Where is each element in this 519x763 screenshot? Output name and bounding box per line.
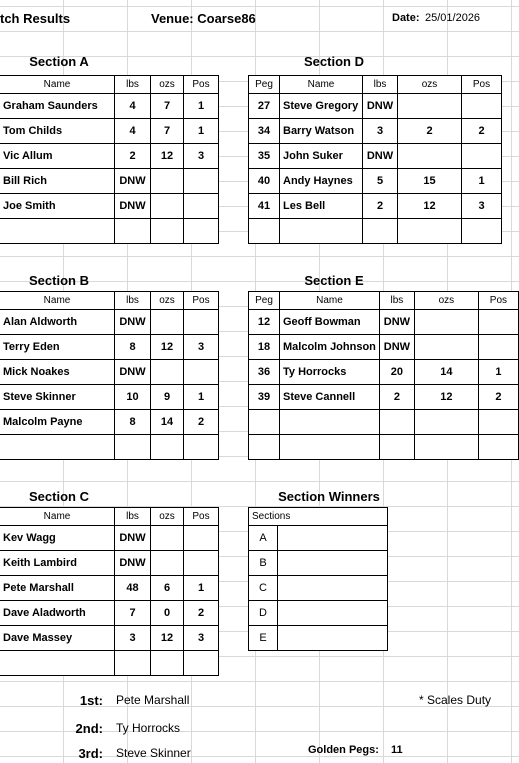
pos-cell[interactable]: 2 — [478, 385, 518, 410]
pos-cell[interactable]: 2 — [184, 410, 219, 435]
ozs-cell[interactable] — [151, 219, 184, 244]
peg-cell[interactable]: 35 — [249, 144, 280, 169]
ozs-cell[interactable] — [151, 310, 184, 335]
angler-name[interactable]: Mick Noakes — [0, 360, 115, 385]
third-place-label: 3rd: — [78, 746, 103, 761]
venue-label: Venue: Coarse86 — [151, 11, 256, 26]
lbs-cell[interactable]: 4 — [115, 119, 151, 144]
ozs-cell[interactable] — [151, 651, 184, 676]
lbs-cell[interactable] — [115, 435, 151, 460]
first-place-label: 1st: — [79, 693, 103, 708]
ozs-cell[interactable] — [151, 526, 184, 551]
table-row — [249, 94, 502, 119]
table-header — [0, 508, 219, 526]
peg-cell[interactable] — [249, 219, 280, 244]
lbs-cell[interactable]: 2 — [379, 385, 414, 410]
col-lbs: lbs — [115, 292, 151, 310]
table-row — [0, 360, 219, 385]
table-row — [249, 219, 502, 244]
angler-name[interactable]: Les Bell — [280, 194, 363, 219]
lbs-cell[interactable]: DNW — [379, 310, 414, 335]
table-row — [0, 119, 219, 144]
col-ozs: ozs — [398, 76, 462, 94]
table-header — [249, 76, 502, 94]
col-sections: Sections — [249, 508, 388, 526]
col-ozs: ozs — [151, 76, 184, 94]
pos-cell[interactable] — [184, 526, 219, 551]
angler-name[interactable]: Pete Marshall — [0, 576, 115, 601]
table-row — [0, 551, 219, 576]
ozs-cell[interactable] — [151, 194, 184, 219]
col-pos: Pos — [184, 508, 219, 526]
peg-cell[interactable] — [249, 435, 280, 460]
col-pos: Pos — [184, 292, 219, 310]
lbs-cell[interactable] — [115, 219, 151, 244]
ozs-cell[interactable]: 12 — [151, 144, 184, 169]
section-a-title: Section A — [29, 54, 89, 69]
ozs-cell[interactable]: 12 — [414, 385, 478, 410]
peg-cell[interactable]: 34 — [249, 119, 280, 144]
section-e-table — [248, 291, 519, 460]
pos-cell[interactable]: 1 — [184, 576, 219, 601]
section-c-table — [0, 507, 219, 676]
pos-cell[interactable]: 3 — [184, 335, 219, 360]
pos-cell[interactable] — [184, 310, 219, 335]
table-row — [249, 385, 519, 410]
peg-cell[interactable]: 27 — [249, 94, 280, 119]
pos-cell[interactable] — [184, 169, 219, 194]
table-row — [0, 310, 219, 335]
lbs-cell[interactable] — [363, 219, 398, 244]
lbs-cell[interactable] — [379, 410, 414, 435]
table-row — [0, 385, 219, 410]
lbs-cell[interactable]: DNW — [115, 360, 151, 385]
section-winners-table — [248, 507, 388, 651]
third-place-name: Steve Skinner — [116, 746, 191, 760]
lbs-cell[interactable]: DNW — [363, 144, 398, 169]
winner-cell[interactable] — [278, 626, 388, 651]
angler-name[interactable]: Tom Childs — [0, 119, 115, 144]
col-pos: Pos — [462, 76, 502, 94]
lbs-cell[interactable]: 3 — [363, 119, 398, 144]
date-value: 25/01/2026 — [425, 12, 481, 24]
ozs-cell[interactable] — [398, 144, 462, 169]
angler-name[interactable]: Malcolm Johnson — [280, 335, 380, 360]
table-row — [0, 335, 219, 360]
angler-name[interactable]: Dave Massey — [0, 626, 115, 651]
peg-cell[interactable]: 41 — [249, 194, 280, 219]
lbs-cell[interactable]: 2 — [115, 144, 151, 169]
lbs-cell[interactable]: 2 — [363, 194, 398, 219]
ozs-cell[interactable] — [151, 169, 184, 194]
table-row — [0, 626, 219, 651]
date-label: Date: — [392, 12, 420, 24]
col-name: Name — [280, 292, 380, 310]
ozs-cell[interactable] — [414, 435, 478, 460]
lbs-cell[interactable]: DNW — [115, 310, 151, 335]
second-place-label: 2nd: — [75, 721, 103, 736]
ozs-cell[interactable]: 0 — [151, 601, 184, 626]
col-name: Name — [0, 76, 115, 94]
col-lbs: lbs — [379, 292, 414, 310]
ozs-cell[interactable] — [151, 360, 184, 385]
section-e-title: Section E — [304, 273, 364, 288]
pos-cell[interactable] — [184, 551, 219, 576]
table-row — [249, 194, 502, 219]
pos-cell[interactable]: 2 — [184, 601, 219, 626]
section-letter: C — [249, 576, 278, 601]
angler-name[interactable]: Kev Wagg — [0, 526, 115, 551]
ozs-cell[interactable]: 12 — [398, 194, 462, 219]
ozs-cell[interactable]: 14 — [151, 410, 184, 435]
col-ozs: ozs — [151, 292, 184, 310]
section-b-title: Section B — [29, 273, 89, 288]
angler-name[interactable]: Graham Saunders — [0, 94, 115, 119]
ozs-cell[interactable]: 2 — [398, 119, 462, 144]
angler-name[interactable]: Geoff Bowman — [280, 310, 380, 335]
pos-cell[interactable] — [184, 219, 219, 244]
section-winners-title: Section Winners — [278, 489, 380, 504]
lbs-cell[interactable]: 8 — [115, 410, 151, 435]
section-b-table — [0, 291, 219, 460]
angler-name[interactable]: Malcolm Payne — [0, 410, 115, 435]
lbs-cell[interactable]: DNW — [115, 551, 151, 576]
lbs-cell[interactable]: 3 — [115, 626, 151, 651]
pos-cell[interactable] — [478, 310, 518, 335]
lbs-cell[interactable]: 5 — [363, 169, 398, 194]
table-row — [249, 335, 519, 360]
col-name: Name — [0, 508, 115, 526]
ozs-cell[interactable] — [398, 219, 462, 244]
table-row — [249, 360, 519, 385]
table-row — [0, 601, 219, 626]
golden-pegs-value: 11 — [391, 744, 403, 756]
angler-name[interactable]: Alan Aldworth — [0, 310, 115, 335]
col-lbs: lbs — [363, 76, 398, 94]
section-d-title: Section D — [304, 54, 364, 69]
angler-name[interactable]: Andy Haynes — [280, 169, 363, 194]
angler-name[interactable]: Bill Rich — [0, 169, 115, 194]
ozs-cell[interactable] — [414, 335, 478, 360]
pos-cell[interactable]: 1 — [184, 94, 219, 119]
angler-name[interactable] — [0, 435, 115, 460]
table-row — [0, 435, 219, 460]
angler-name[interactable]: John Suker — [280, 144, 363, 169]
winner-cell[interactable] — [278, 601, 388, 626]
lbs-cell[interactable] — [379, 435, 414, 460]
table-row — [0, 219, 219, 244]
ozs-cell[interactable]: 7 — [151, 94, 184, 119]
lbs-cell[interactable]: 10 — [115, 385, 151, 410]
angler-name[interactable]: Steve Gregory — [280, 94, 363, 119]
angler-name[interactable]: Dave Aladworth — [0, 601, 115, 626]
pos-cell[interactable]: 1 — [184, 385, 219, 410]
pos-cell[interactable]: 2 — [462, 119, 502, 144]
lbs-cell[interactable]: 4 — [115, 94, 151, 119]
table-row — [0, 651, 219, 676]
table-row — [249, 144, 502, 169]
angler-name[interactable]: Terry Eden — [0, 335, 115, 360]
lbs-cell[interactable]: DNW — [115, 526, 151, 551]
pos-cell[interactable] — [478, 435, 518, 460]
angler-name[interactable] — [280, 435, 380, 460]
pos-cell[interactable] — [184, 360, 219, 385]
section-letter: D — [249, 601, 278, 626]
angler-name[interactable]: Vic Allum — [0, 144, 115, 169]
ozs-cell[interactable]: 15 — [398, 169, 462, 194]
table-row — [249, 576, 388, 601]
col-lbs: lbs — [115, 76, 151, 94]
pos-cell[interactable]: 3 — [184, 144, 219, 169]
table-row — [249, 551, 388, 576]
angler-name[interactable]: Joe Smith — [0, 194, 115, 219]
pos-cell[interactable] — [184, 194, 219, 219]
ozs-cell[interactable]: 12 — [151, 626, 184, 651]
ozs-cell[interactable]: 12 — [151, 335, 184, 360]
section-letter: E — [249, 626, 278, 651]
angler-name[interactable]: Ty Horrocks — [280, 360, 380, 385]
col-peg: Peg — [249, 292, 280, 310]
ozs-cell[interactable] — [151, 435, 184, 460]
peg-cell[interactable]: 40 — [249, 169, 280, 194]
table-row — [0, 144, 219, 169]
pos-cell[interactable]: 1 — [462, 169, 502, 194]
angler-name[interactable] — [0, 651, 115, 676]
pos-cell[interactable] — [462, 94, 502, 119]
ozs-cell[interactable]: 14 — [414, 360, 478, 385]
table-row — [0, 169, 219, 194]
winner-cell[interactable] — [278, 576, 388, 601]
table-row — [0, 410, 219, 435]
col-name: Name — [280, 76, 363, 94]
first-place-name: Pete Marshall — [116, 693, 190, 707]
ozs-cell[interactable] — [414, 310, 478, 335]
table-row — [249, 626, 388, 651]
lbs-cell[interactable] — [115, 651, 151, 676]
second-place-name: Ty Horrocks — [116, 721, 181, 735]
angler-name[interactable]: Barry Watson — [280, 119, 363, 144]
lbs-cell[interactable]: 20 — [379, 360, 414, 385]
peg-cell[interactable]: 36 — [249, 360, 280, 385]
peg-cell[interactable]: 39 — [249, 385, 280, 410]
winner-cell[interactable] — [278, 551, 388, 576]
angler-name[interactable]: Keith Lambird — [0, 551, 115, 576]
peg-cell[interactable]: 12 — [249, 310, 280, 335]
pos-cell[interactable]: 3 — [184, 626, 219, 651]
lbs-cell[interactable]: 7 — [115, 601, 151, 626]
table-header — [249, 508, 388, 526]
table-row — [249, 526, 388, 551]
table-row — [249, 119, 502, 144]
lbs-cell[interactable]: DNW — [363, 94, 398, 119]
table-header — [249, 292, 519, 310]
pos-cell[interactable] — [478, 335, 518, 360]
table-row — [249, 435, 519, 460]
lbs-cell[interactable]: DNW — [115, 194, 151, 219]
peg-cell[interactable]: 18 — [249, 335, 280, 360]
table-row — [249, 601, 388, 626]
col-pos: Pos — [478, 292, 518, 310]
angler-name[interactable]: Steve Cannell — [280, 385, 380, 410]
col-ozs: ozs — [151, 508, 184, 526]
section-d-table — [248, 75, 502, 244]
pos-cell[interactable]: 1 — [184, 119, 219, 144]
pos-cell[interactable] — [462, 144, 502, 169]
lbs-cell[interactable]: 48 — [115, 576, 151, 601]
pos-cell[interactable] — [184, 651, 219, 676]
pos-cell[interactable]: 1 — [478, 360, 518, 385]
col-peg: Peg — [249, 76, 280, 94]
pos-cell[interactable] — [478, 410, 518, 435]
sheet-title: tch Results — [0, 11, 71, 26]
angler-name[interactable] — [280, 219, 363, 244]
col-lbs: lbs — [115, 508, 151, 526]
winner-cell[interactable] — [278, 526, 388, 551]
table-row — [0, 194, 219, 219]
ozs-cell[interactable]: 6 — [151, 576, 184, 601]
section-a-table — [0, 75, 219, 244]
section-letter: B — [249, 551, 278, 576]
pos-cell[interactable]: 3 — [462, 194, 502, 219]
lbs-cell[interactable]: DNW — [379, 335, 414, 360]
ozs-cell[interactable] — [414, 410, 478, 435]
col-name: Name — [0, 292, 115, 310]
table-header — [0, 76, 219, 94]
lbs-cell[interactable]: 8 — [115, 335, 151, 360]
golden-pegs-label: Golden Pegs: — [308, 744, 379, 756]
lbs-cell[interactable]: DNW — [115, 169, 151, 194]
table-row — [249, 310, 519, 335]
table-row — [249, 169, 502, 194]
ozs-cell[interactable]: 9 — [151, 385, 184, 410]
scales-duty-note: * Scales Duty — [419, 693, 492, 707]
section-letter: A — [249, 526, 278, 551]
table-header — [0, 292, 219, 310]
section-c-title: Section C — [29, 489, 89, 504]
ozs-cell[interactable] — [398, 94, 462, 119]
peg-cell[interactable] — [249, 410, 280, 435]
table-row — [0, 94, 219, 119]
pos-cell[interactable] — [184, 435, 219, 460]
table-row — [249, 410, 519, 435]
pos-cell[interactable] — [462, 219, 502, 244]
ozs-cell[interactable]: 7 — [151, 119, 184, 144]
col-pos: Pos — [184, 76, 219, 94]
table-row — [0, 576, 219, 601]
angler-name[interactable] — [280, 410, 380, 435]
table-row — [0, 526, 219, 551]
angler-name[interactable] — [0, 219, 115, 244]
ozs-cell[interactable] — [151, 551, 184, 576]
angler-name[interactable]: Steve Skinner — [0, 385, 115, 410]
col-ozs: ozs — [414, 292, 478, 310]
